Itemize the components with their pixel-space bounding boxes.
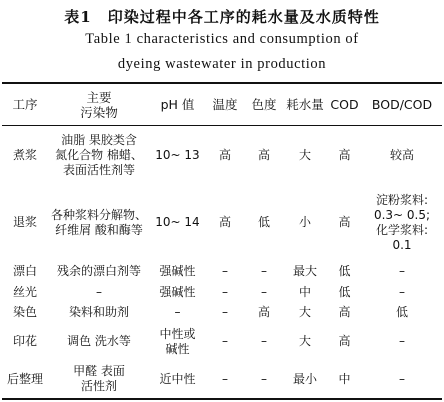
cell-ph: 10~ 14 (155, 215, 200, 229)
cell-cod: 低 (338, 264, 351, 278)
cell-bod-cod: – (399, 264, 405, 278)
cell-process: 丝光 (12, 284, 37, 299)
cell-water-consumption: 大 (298, 148, 311, 162)
cell-ph: 强碱性 (159, 264, 196, 278)
cell-cod: 高 (338, 148, 351, 162)
cell-ph: 强碱性 (159, 284, 196, 299)
cell-bod-cod: – (399, 334, 405, 348)
cell-chroma: 高 (257, 148, 270, 162)
cell-water-consumption: 最大 (292, 264, 317, 278)
cell-pollutants: 油脂 果胶类含 氮化合物 棉蜡、 表面活性剂等 (55, 133, 143, 177)
cell-ph: – (174, 304, 181, 319)
cell-process: 漂白 (12, 264, 37, 278)
cell-pollutants: 甲醛 表面 活性剂 (73, 364, 125, 393)
header-water-consumption: 耗水量 (286, 97, 324, 112)
header-ph: pH 值 (160, 97, 195, 112)
cell-water-consumption: 中 (298, 284, 311, 299)
cell-cod: 高 (338, 334, 351, 348)
cell-chroma: – (261, 334, 267, 348)
cell-process: 煮浆 (12, 148, 37, 162)
table-title-chinese: 表1 印染过程中各工序的耗水量及水质特性 (64, 8, 380, 26)
cell-water-consumption: 大 (298, 304, 311, 319)
cell-temperature: – (222, 284, 228, 299)
cell-pollutants: 残余的漂白剂等 (56, 264, 141, 278)
cell-ph: 中性或 碱性 (159, 326, 196, 356)
cell-chroma: 低 (257, 215, 270, 229)
header-process: 工序 (12, 97, 38, 112)
header-chroma: 色度 (251, 97, 277, 112)
cell-bod-cod: – (399, 284, 405, 299)
cell-pollutants: 染料和助剂 (68, 304, 129, 319)
table-header-rule (2, 125, 442, 126)
cell-pollutants: 各种浆料分解物、 纤维屑 酸和酶等 (50, 207, 147, 237)
cell-cod: 高 (338, 215, 351, 229)
cell-chroma: 高 (257, 304, 270, 319)
cell-temperature: – (222, 334, 228, 348)
cell-pollutants: – (96, 284, 102, 299)
cell-process: 退浆 (12, 215, 37, 229)
header-cod: COD (330, 97, 359, 112)
table-title-english-line2: dyeing wastewater in production (117, 56, 327, 72)
cell-temperature: – (222, 371, 228, 386)
cell-chroma: – (261, 284, 267, 299)
cell-water-consumption: 最小 (292, 371, 317, 386)
cell-chroma: – (261, 371, 267, 386)
cell-temperature: – (222, 264, 228, 278)
cell-cod: 中 (338, 371, 351, 386)
header-pollutants: 主要 污染物 (80, 89, 118, 120)
cell-ph: 近中性 (159, 371, 196, 386)
cell-process: 后整理 (6, 371, 43, 386)
table-bottom-rule (2, 398, 442, 400)
cell-water-consumption: 小 (298, 215, 311, 229)
table-title-english-line1: Table 1 characteristics and consumption of (85, 31, 359, 47)
cell-cod: 低 (338, 284, 351, 299)
cell-bod-cod: – (399, 371, 405, 386)
cell-process: 染色 (12, 304, 37, 319)
cell-temperature: 高 (218, 148, 231, 162)
cell-ph: 10~ 13 (155, 148, 200, 162)
header-temperature: 温度 (212, 97, 238, 112)
cell-process: 印花 (12, 334, 37, 348)
cell-bod-cod: 较高 (389, 148, 414, 162)
header-bod-cod: BOD/COD (371, 97, 433, 112)
cell-cod: 高 (338, 304, 351, 319)
cell-chroma: – (261, 264, 267, 278)
cell-temperature: 高 (218, 215, 231, 229)
cell-water-consumption: 大 (298, 334, 311, 348)
cell-bod-cod: 低 (395, 304, 408, 319)
cell-pollutants: 调色 洗水等 (67, 334, 131, 348)
cell-temperature: – (222, 304, 228, 319)
cell-bod-cod: 淀粉浆料: 0.3~ 0.5; 化学浆料: 0.1 (373, 192, 431, 252)
